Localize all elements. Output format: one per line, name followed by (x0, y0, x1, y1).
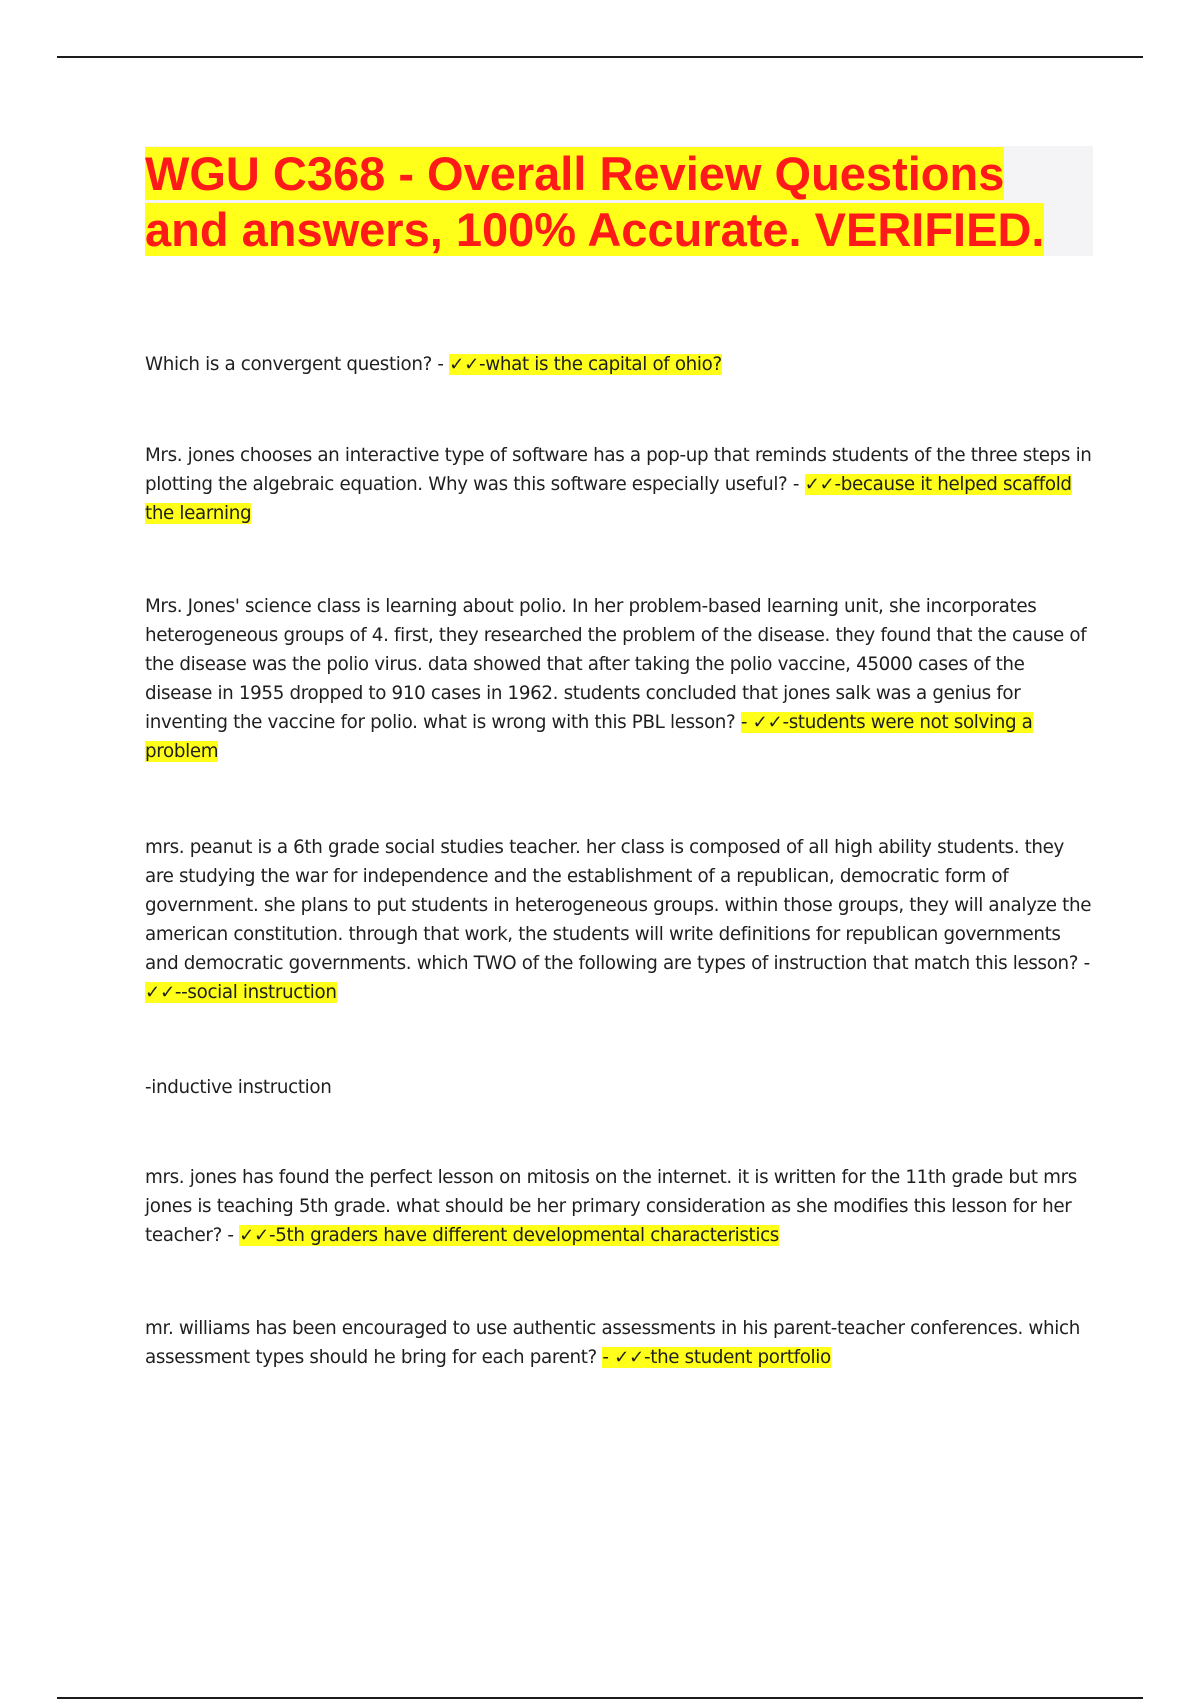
question-text: -inductive instruction (145, 1077, 332, 1098)
answer-text: ✓✓-5th graders have different developmental characteristics (239, 1225, 779, 1246)
qa-item-6 (145, 1163, 1095, 1250)
question-text: mrs. jones has found the perfect lesson on mitosis on the internet. it is written for the 11th grade but mrs jones is teaching 5th grade. what should be her primary consideration as she modifies this lesson for her teacher? - (145, 1167, 1077, 1246)
top-rule (57, 56, 1143, 58)
question-text: mrs. peanut is a 6th grade social studies teacher. her class is composed of all high ability students. they are studying the war for independence and the establishment of a republican, democratic form of government. she plans to put students in heterogeneous groups. within those groups, they will analyze the american constitution. through that work, the students will write definitions for republican governments and democratic governments. which TWO of the following are types of instruction that match this lesson? - (145, 837, 1092, 974)
qa-item-7 (145, 1314, 1095, 1372)
question-text: Mrs. Jones' science class is learning about polio. In her problem-based learning unit, she incorporates heterogeneous groups of 4. first, they researched the problem of the disease. they found that the cause of the disease was the polio virus. data showed that after taking the polio vaccine, 45000 cases of the disease in 1955 dropped to 910 cases in 1962. students concluded that jones salk was a genius for inventing the vaccine for polio. what is wrong with this PBL lesson? (145, 596, 1087, 733)
qa-item-2 (145, 441, 1095, 528)
answer-text: - ✓✓-students were not solving a problem (145, 712, 1033, 762)
qa-item-3 (145, 592, 1095, 766)
document-title-text: WGU C368 - Overall Review Questions and answers, 100% Accurate. VERIFIED. (145, 147, 1045, 256)
question-text: Mrs. jones chooses an interactive type of software has a pop-up that reminds students of the three steps in plotting the algebraic equation. Why was this software especially useful? - (145, 445, 1092, 495)
answer-text: - ✓✓-the student portfolio (602, 1347, 831, 1368)
answer-text: ✓✓-what is the capital of ohio? (449, 354, 722, 375)
qa-item-1 (145, 350, 1095, 379)
answer-text: ✓✓-because it helped scaffold the learning (145, 474, 1072, 524)
document-title (145, 146, 1085, 258)
question-text: mr. williams has been encouraged to use authentic assessments in his parent-teacher conferences. which assessment types should he bring for each parent? (145, 1318, 1080, 1368)
answer-text: ✓✓--social instruction (145, 982, 337, 1003)
qa-item-4 (145, 833, 1095, 1007)
bottom-rule (57, 1697, 1143, 1699)
question-text: Which is a convergent question? - (145, 354, 450, 375)
qa-item-5 (145, 1073, 1095, 1102)
